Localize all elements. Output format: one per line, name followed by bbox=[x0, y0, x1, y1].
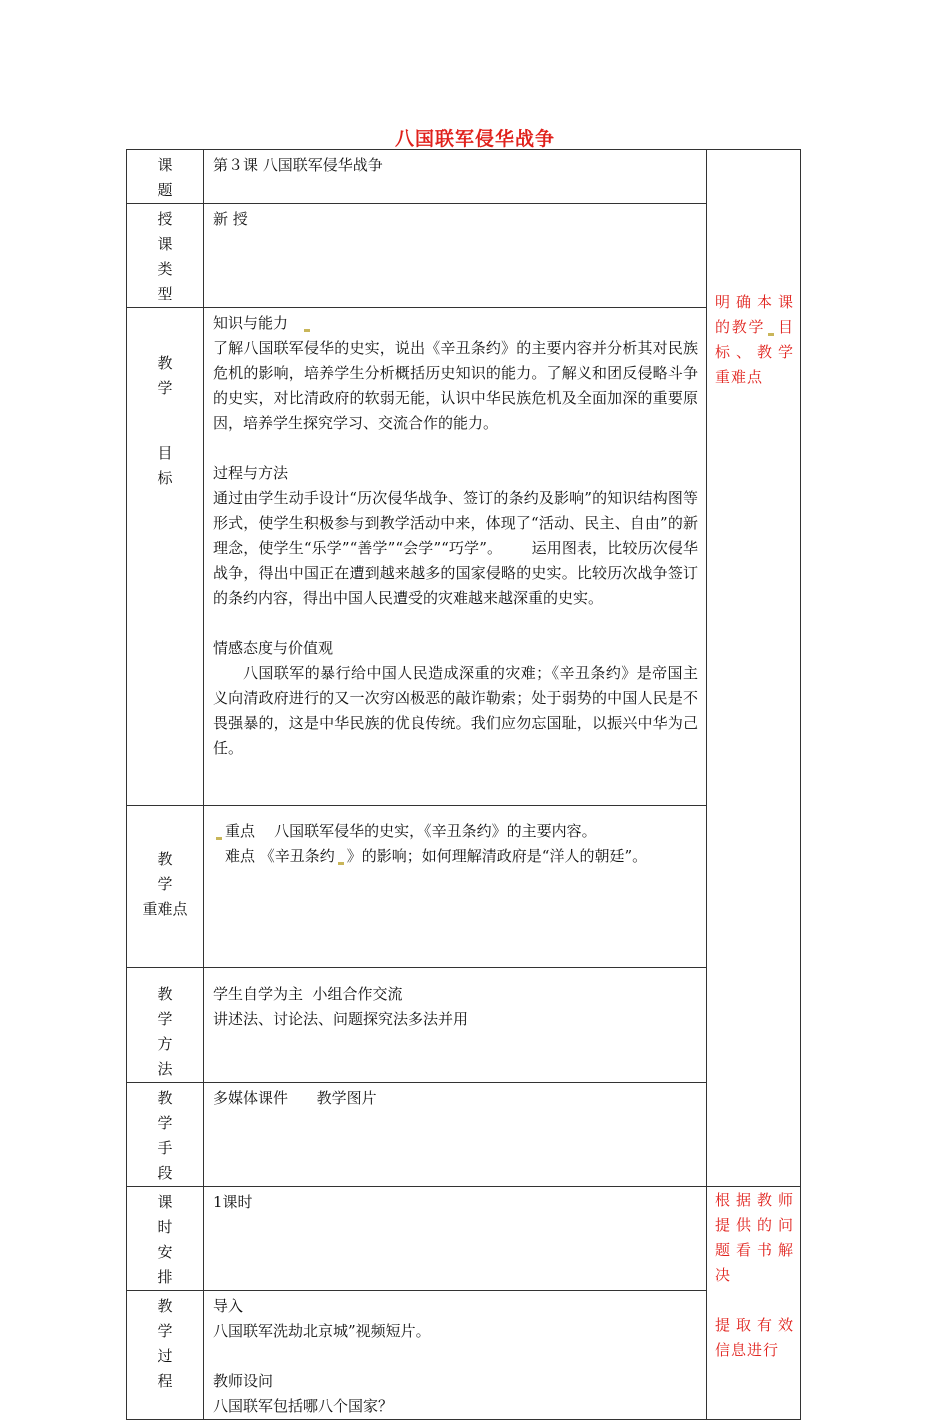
objective-heading: 知识与能力 bbox=[213, 311, 698, 336]
label-text: 课 时 bbox=[157, 1193, 193, 1236]
objective-heading: 过程与方法 bbox=[213, 464, 289, 482]
objective-heading: 情感态度与价值观 bbox=[213, 639, 334, 657]
type-text: 新 授 bbox=[213, 210, 248, 228]
mark-icon bbox=[304, 329, 310, 332]
content-cell bbox=[204, 1083, 707, 1187]
label-text: 教 学 bbox=[157, 354, 193, 397]
label-text: 教 学 bbox=[157, 850, 193, 893]
row-type bbox=[127, 204, 801, 308]
label-text: 课 题 bbox=[157, 156, 193, 199]
label-cell bbox=[127, 1187, 204, 1291]
label-text: 教 学 bbox=[157, 985, 193, 1028]
page-title: 八国联军侵华战争 bbox=[394, 128, 555, 150]
objective-text: 通过由学生动手设计“历次侵华战争、签订的条约及影响”的知识结构图等形式，使学生积极参与到教学活动中来，体现了“活动、民主、自由”的新理念，使学生“乐学”“善学”“会学”“巧学”。 运用图表，比较历次侵华战争，得出中国正在遭到越来越多的国家侵略的史实。比较历次战争签订的条约内容，得出中国人民遭受的灾难越来越深重的史实。 bbox=[213, 489, 698, 607]
row-objectives bbox=[127, 308, 801, 806]
mark-icon bbox=[338, 862, 344, 865]
row-methods bbox=[127, 968, 801, 1083]
content-cell bbox=[204, 1291, 707, 1420]
difficult-point: 难点 《辛丑条约 》的影响；如何理解清政府是“洋人的朝廷”。 bbox=[225, 847, 648, 865]
process-text: 八国联军包括哪八个国家？ bbox=[213, 1397, 394, 1415]
lesson-plan-table bbox=[126, 149, 801, 1420]
side-notes-2 bbox=[707, 1187, 801, 1420]
label-cell bbox=[127, 806, 204, 968]
label-text: 安 排 bbox=[157, 1243, 193, 1286]
row-tools bbox=[127, 1083, 801, 1187]
label-text: 教 学 bbox=[157, 1297, 193, 1340]
tools-text: 多媒体课件 教学图片 bbox=[213, 1089, 377, 1107]
process-text: 教师设问 bbox=[213, 1372, 274, 1390]
topic-text: 第３课 八国联军侵华战争 bbox=[213, 156, 383, 174]
side-notes-1 bbox=[707, 150, 801, 1187]
label-cell bbox=[127, 204, 204, 308]
side-note-goals: 明确本课的教学 目标、教学重难点 bbox=[715, 293, 794, 386]
label-text: 手 段 bbox=[157, 1139, 193, 1182]
content-cell bbox=[204, 150, 707, 204]
content-cell bbox=[204, 204, 707, 308]
row-keypoints bbox=[127, 806, 801, 968]
label-text: 目 标 bbox=[157, 444, 193, 487]
time-text: 1课时 bbox=[213, 1193, 253, 1211]
content-cell bbox=[204, 968, 707, 1083]
label-cell bbox=[127, 1083, 204, 1187]
process-text: 导入 bbox=[213, 1297, 244, 1315]
content-cell bbox=[204, 308, 707, 806]
objective-text: 八国联军的暴行给中国人民造成深重的灾难；《辛丑条约》是帝国主义向清政府进行的又一次穷凶极恶的敲诈勒索；处于弱势的中国人民是不畏强暴的，这是中华民族的优良传统。我们应勿忘国耻，以振兴中华为己任。 bbox=[213, 664, 698, 757]
mark-icon bbox=[768, 333, 774, 336]
row-process bbox=[127, 1291, 801, 1420]
side-note-extract: 提取有效信息进行 bbox=[715, 1316, 794, 1359]
row-topic bbox=[127, 150, 801, 204]
label-cell bbox=[127, 150, 204, 204]
method-text: 讲述法、讨论法、问题探究法多法并用 bbox=[213, 1010, 469, 1028]
process-text: 八国联军洗劫北京城”视频短片。 bbox=[213, 1322, 431, 1340]
label-cell bbox=[127, 968, 204, 1083]
label-text: 方 法 bbox=[157, 1035, 193, 1078]
row-time bbox=[127, 1187, 801, 1291]
label-text: 教 学 bbox=[157, 1089, 193, 1132]
label-text: 重难点 bbox=[142, 900, 188, 918]
content-cell bbox=[204, 1187, 707, 1291]
mark-icon bbox=[216, 837, 222, 840]
method-text: 学生自学为主 小组合作交流 bbox=[213, 985, 403, 1003]
label-cell bbox=[127, 1291, 204, 1420]
key-point: 重点 八国联军侵华的史实，《辛丑条约》的主要内容。 bbox=[213, 819, 698, 844]
content-cell bbox=[204, 806, 707, 968]
label-text: 类 型 bbox=[157, 260, 193, 303]
side-note-read: 根据教师提供的问题看书解决 bbox=[715, 1191, 794, 1284]
label-text: 过 程 bbox=[157, 1347, 193, 1390]
label-text: 授 课 bbox=[157, 210, 193, 253]
label-cell bbox=[127, 308, 204, 806]
objective-text: 了解八国联军侵华的史实，说出《辛丑条约》的主要内容并分析其对民族危机的影响，培养学生分析概括历史知识的能力。了解义和团反侵略斗争的史实，对比清政府的软弱无能，认识中华民族危机及全面加深的重要原因，培养学生探究学习、交流合作的能力。 bbox=[213, 339, 698, 432]
